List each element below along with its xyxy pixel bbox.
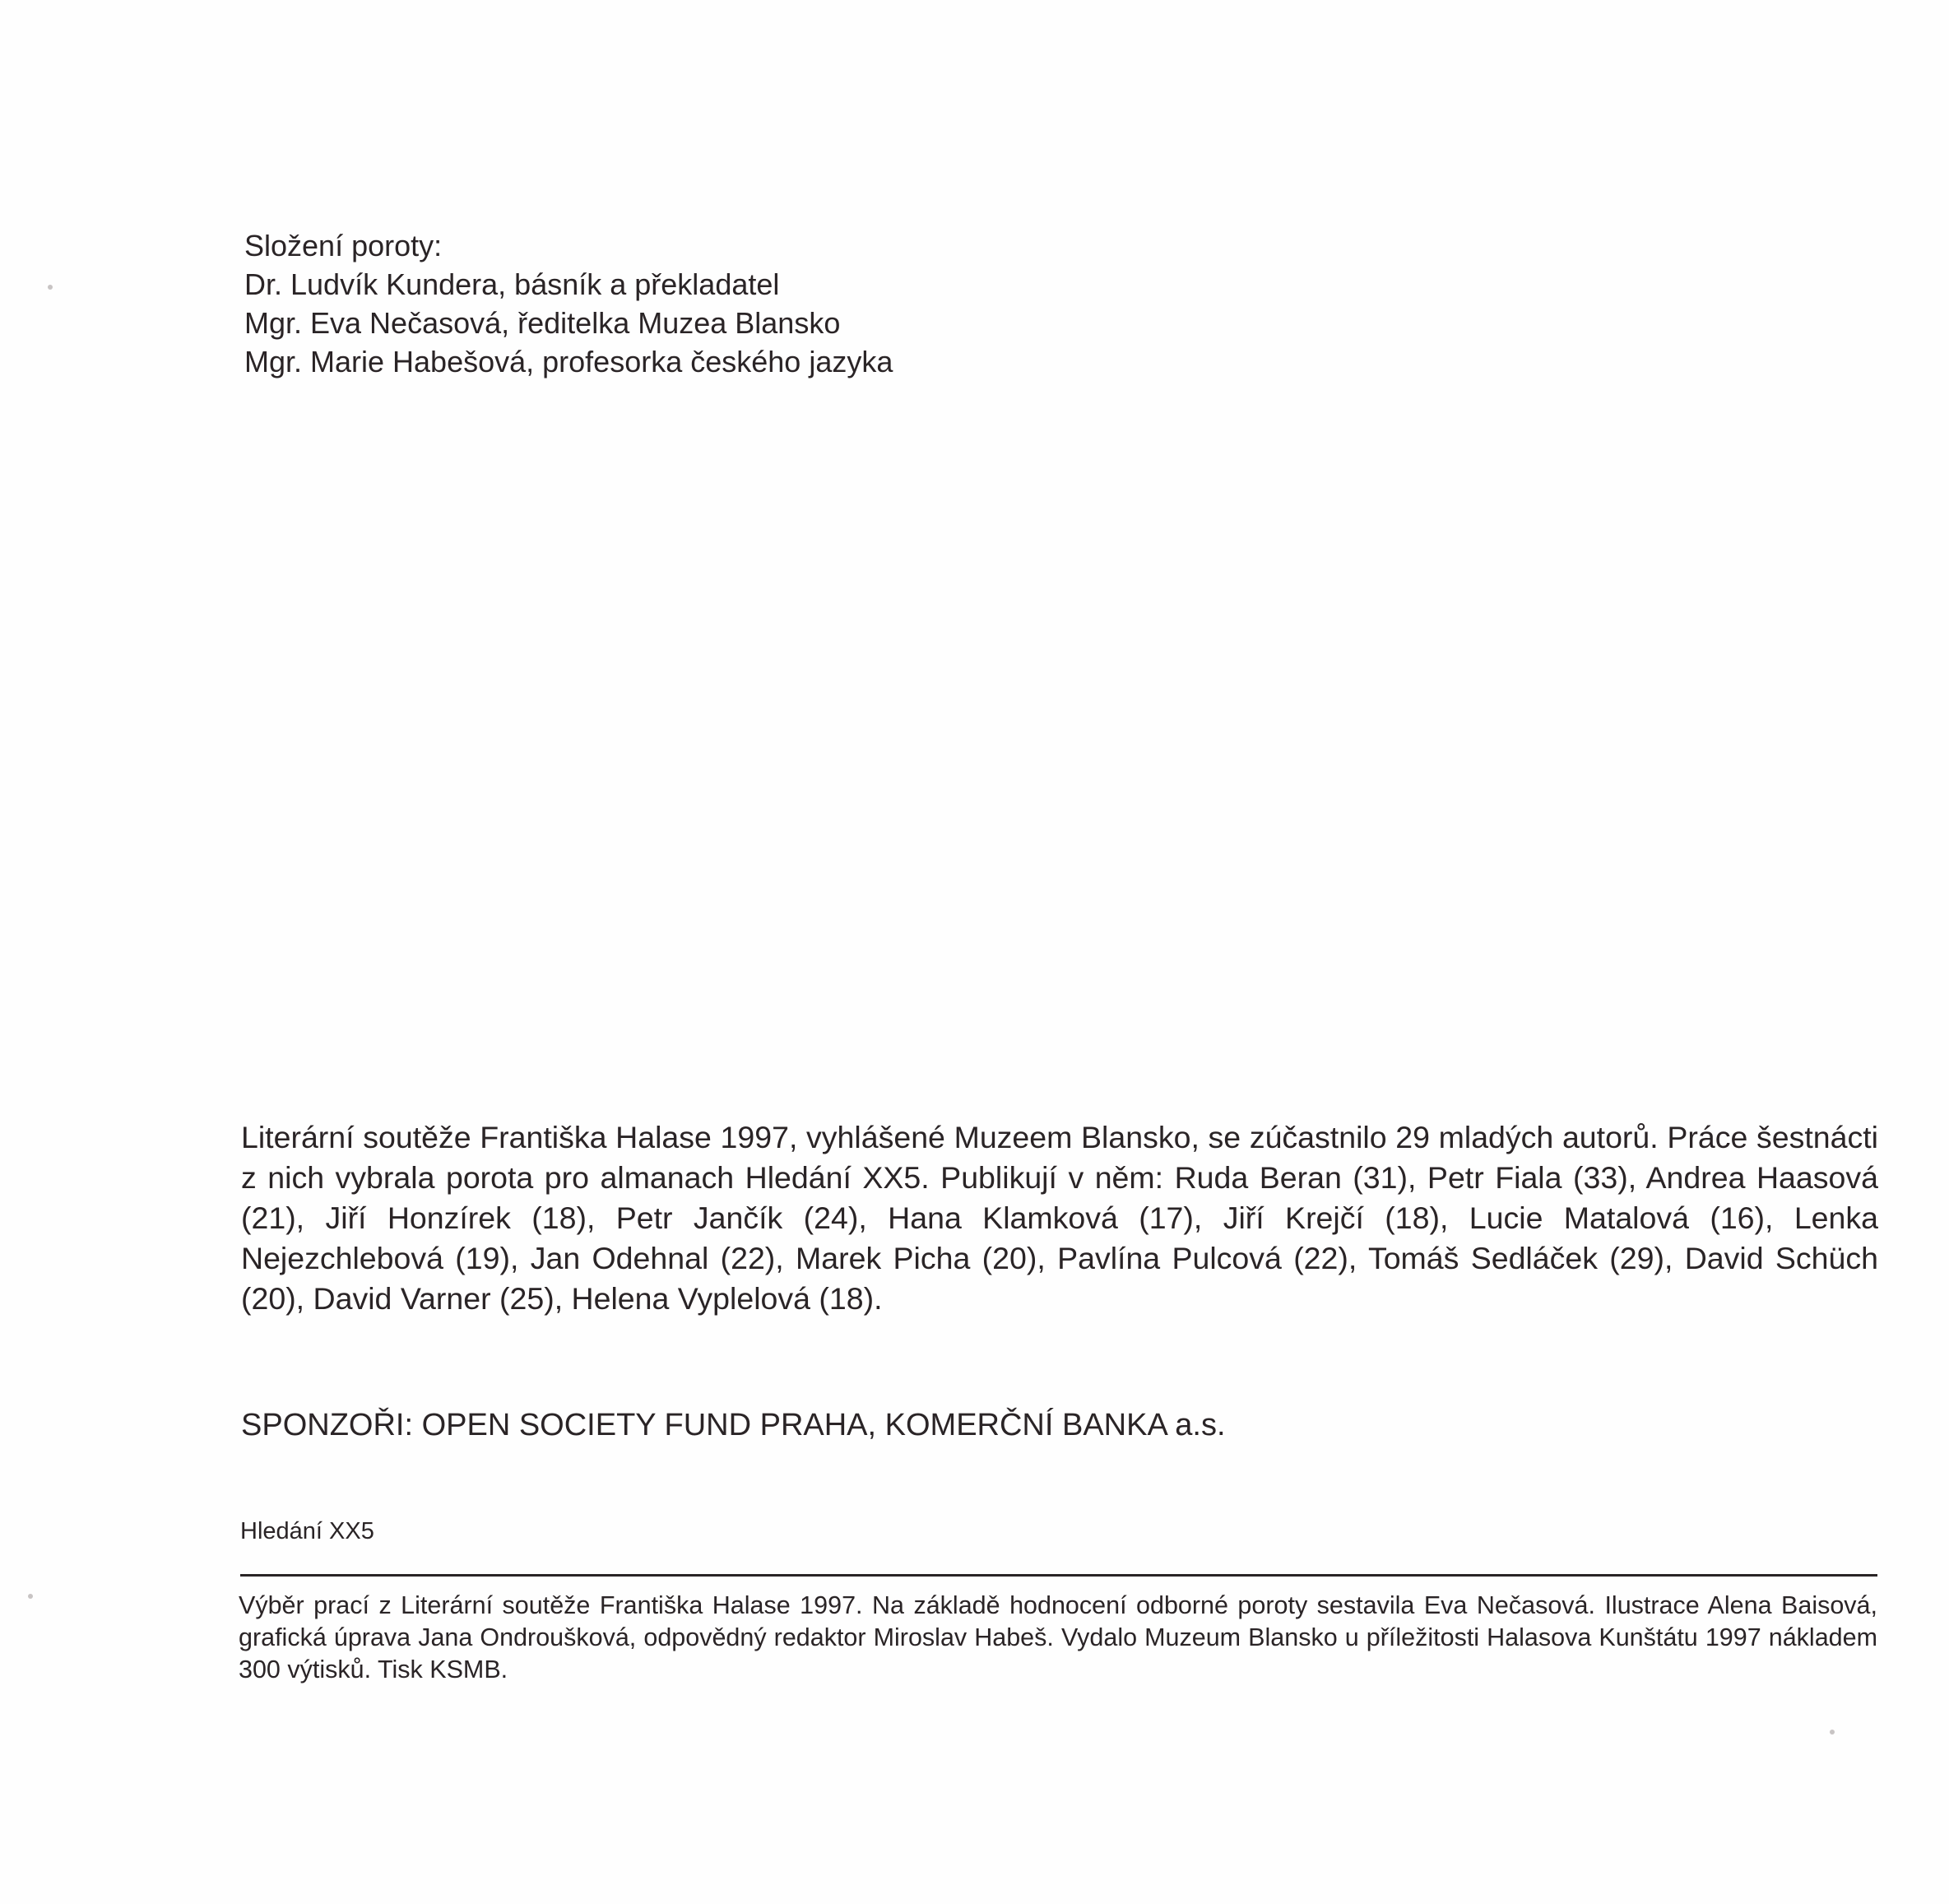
- jury-section: [244, 226, 1232, 381]
- colophon-text: Výběr prací z Literární soutěže Františka Halase 1997. Na základě hodnocení odborné poroty sestavila Eva Nečasová. Ilustrace Alena Baisová, grafická úprava Jana Ondroušková, odpovědný redaktor Miroslav Habeš. Vydalo Muzeum Blansko u příležitosti Halasova Kunštátu 1997 nákladem 300 výtisků. Tisk KSMB.: [239, 1591, 1877, 1683]
- competition-paragraph: Literární soutěže Františka Halase 1997, vyhlášené Muzeem Blansko, se zúčastnilo 29 mladých autorů. Práce šestnácti z nich vybrala porota pro almanach Hledání XX5. Publikují v něm: Ruda Beran (31), Petr Fiala (33), Andrea Haasová (21), Jiří Honzírek (18), Petr Jančík (24), Hana Klamková (17), Jiří Krejčí (18), Lucie Matalová (16), Lenka Nejezchlebová (19), Jan Odehnal (22), Marek Picha (20), Pavlína Pulcová (22), Tomáš Sedláček (29), David Schüch (20), David Varner (25), Helena Vyplelová (18).: [241, 1120, 1878, 1316]
- book-title: Hledání XX5: [240, 1518, 374, 1544]
- scan-speck: [1830, 1730, 1835, 1734]
- jury-member: Mgr. Marie Habešová, profesorka českého jazyka: [244, 345, 893, 378]
- jury-member: Mgr. Eva Nečasová, ředitelka Muzea Blansko: [244, 306, 841, 340]
- jury-member: Dr. Ludvík Kundera, básník a překladatel: [244, 267, 780, 301]
- scan-speck: [28, 1594, 33, 1599]
- sponsors-line: SPONZOŘI: OPEN SOCIETY FUND PRAHA, KOMERČNÍ BANKA a.s.: [241, 1408, 1226, 1442]
- jury-heading: Složení poroty:: [244, 229, 443, 262]
- colophon-divider: [240, 1574, 1877, 1577]
- scan-speck: [48, 285, 53, 290]
